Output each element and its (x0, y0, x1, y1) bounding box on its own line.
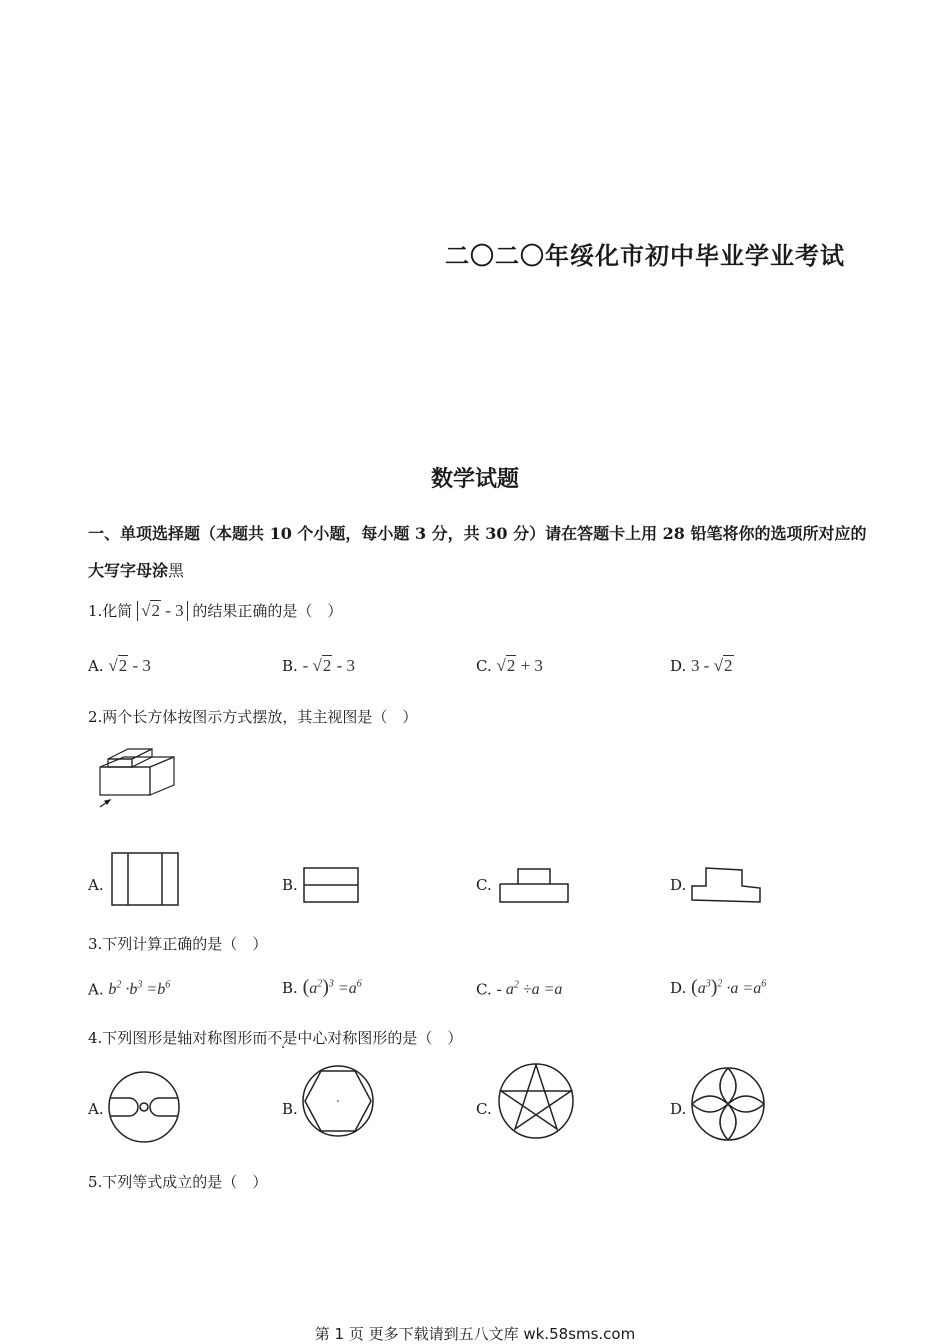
q4-option-d-figure (690, 1066, 766, 1142)
q2-option-a-label[interactable]: A. (88, 876, 104, 894)
q1-option-a-expr: √2 - 3 (108, 656, 151, 675)
q1-option-d-label: D. (670, 657, 687, 675)
q2-option-b-label[interactable]: B. (282, 876, 298, 894)
q1-option-b-label: B. (282, 657, 298, 675)
q1-suffix: 的结果正确的是（ ） (192, 602, 343, 620)
q2-solid-figure (92, 745, 192, 815)
q1-option-d-expr: 3 - √2 (691, 656, 733, 675)
q4-option-b-figure (301, 1064, 375, 1138)
q3-option-a-expr: $b^2 \cdot b^3 =b^6$ (108, 980, 171, 999)
q4-option-c-figure (496, 1063, 576, 1139)
q3-option-a-label: A. (88, 980, 104, 999)
q1-option-d[interactable] (670, 656, 734, 676)
q1-option-c[interactable] (476, 656, 543, 676)
q4-option-a-figure (107, 1070, 181, 1144)
q4-option-b-label[interactable]: B. (282, 1100, 298, 1118)
q4-option-d-label[interactable]: D. (670, 1100, 687, 1118)
q4-text-after: 中心对称图形的是（ ） (297, 1029, 463, 1047)
q2-option-d-figure (690, 864, 764, 906)
q3-option-c-expr: - $a^2 \div a =a$ (496, 980, 563, 999)
q2-option-b-figure (302, 866, 360, 906)
q3-option-c[interactable] (476, 980, 562, 999)
section-heading-tail: 黑 (168, 561, 185, 580)
q4-option-c-label[interactable]: C. (476, 1100, 492, 1118)
q1-option-a[interactable] (88, 656, 151, 676)
question-5: 5.下列等式成立的是（ ） (88, 1173, 268, 1191)
section-heading-text: 一、单项选择题（本题共 10 个小题，每小题 3 分，共 30 分）请在答题卡上用 28 铅笔将你的选项所对应的大写字母涂 (88, 524, 867, 580)
q1-option-a-label: A. (88, 657, 104, 675)
subject-title: 数学试题 (430, 466, 519, 492)
q3-option-b-expr: $(a^2)^3 =a^6$ (302, 976, 362, 998)
question-1 (88, 600, 342, 621)
q1-option-c-label: C. (476, 657, 492, 675)
q2-option-c-label[interactable]: C. (476, 876, 492, 894)
q1-option-b-expr: - √2 - 3 (302, 656, 355, 675)
exam-title: 二〇二〇年绥化市初中毕业学业考试 (445, 241, 845, 270)
q2-option-d-label[interactable]: D. (670, 876, 687, 894)
q3-option-d-label: D. (670, 979, 687, 997)
q4-option-a-label[interactable]: A. (88, 1100, 104, 1118)
q1-option-b[interactable] (282, 656, 355, 676)
question-4 (88, 1027, 462, 1048)
q4-text-before: 4.下列图形是轴对称图形而 (88, 1029, 268, 1047)
q3-option-d-expr: $(a^3)^2 \cdot a =a^6$ (691, 976, 767, 998)
q1-expression: √2 - 3 (137, 601, 188, 621)
question-3: 3.下列计算正确的是（ ） (88, 935, 268, 953)
q3-option-a[interactable] (88, 980, 170, 999)
q2-option-a-figure (110, 851, 180, 907)
q1-prefix: 1.化简 (88, 602, 133, 620)
q3-option-b-label: B. (282, 979, 298, 997)
section-heading (88, 515, 868, 589)
page-footer: 第 1 页 更多下载请到五八文库 wk.58sms.com (314, 1325, 636, 1343)
q2-option-c-figure (498, 866, 570, 906)
q3-option-c-label: C. (476, 980, 492, 999)
q1-option-c-expr: √2 + 3 (496, 656, 543, 675)
question-2: 2.两个长方体按图示方式摆放，其主视图是（ ） (88, 708, 418, 726)
q3-option-b[interactable] (282, 976, 362, 999)
q3-option-d[interactable] (670, 976, 766, 999)
q4-text-emphasis: 不是 (267, 1029, 298, 1047)
